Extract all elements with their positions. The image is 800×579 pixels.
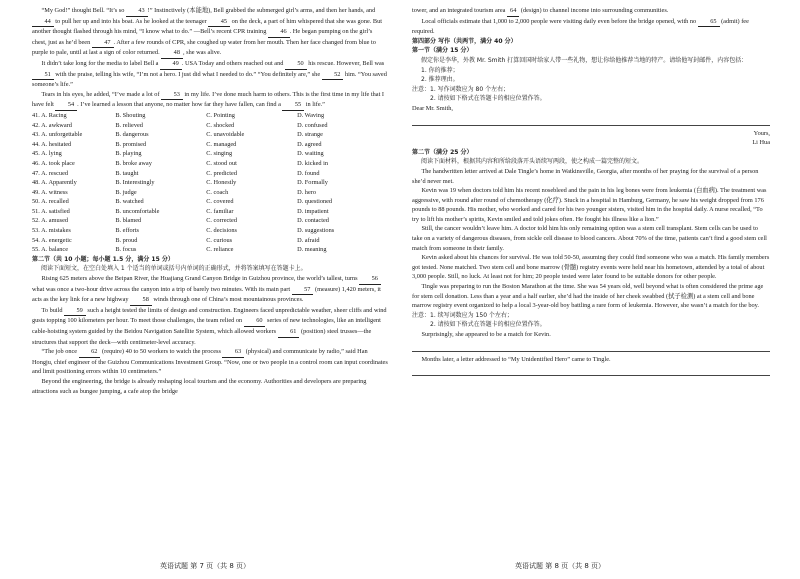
grammar-paragraph-1: Rising 625 meters above the Beipan River, the Huajiang Grand Canyon Bridge in Guizhou province, the world’s tallest, turns 56 what was once a two-hour drive across the canyon into a trip of barely two minutes. With its main part 57 (measure) 1,420 meters, it acts as the key link for a new highway 58 winds through one of China’s most mountainous provinces. [32, 274, 388, 306]
writing-section1-title: 第一节（满分 15 分） [412, 47, 473, 55]
left-column [32, 6, 388, 396]
option-cell: C. predicted [206, 169, 237, 177]
blank-62: 62 [79, 347, 101, 358]
option-cell: 51. A. satisfied [32, 207, 70, 215]
option-row [32, 245, 388, 255]
option-row [32, 111, 388, 121]
blank-64: 64 [507, 6, 519, 17]
option-cell: 50. A. recalled [32, 198, 69, 206]
option-cell: B. broke away [115, 159, 152, 167]
blank-51: 51 [32, 70, 54, 81]
blank-53: 53 [161, 90, 183, 101]
option-cell: C. shocked [206, 121, 235, 129]
answer-line [412, 366, 770, 376]
option-cell: B. proud [115, 236, 138, 244]
blank-63: 63 [222, 347, 244, 358]
blank-54: 54 [55, 100, 77, 111]
option-cell: B. taught [115, 169, 139, 177]
blank-55: 55 [282, 100, 304, 111]
story-paragraph-2: Kevin was 19 when doctors told him his recent nosebleed and the pain in his leg bones were from leukemia (白血病). The treatment was aggressive, with round after round of chemotherapy (化疗). Stuck in a hospital in Hamburg, Germany, he saw his weight dropped from 176 pounds to 88 pounds. His mother, who worked and cared for his two younger sisters, visited him in the hospital daily. A nurse recalled, “To try to lift his mother’s spirits, Kevin smiled and told jokes often. He fought his illness like a lion.” [412, 187, 767, 223]
option-cell: C. unavoidable [206, 131, 245, 139]
option-row [32, 149, 388, 159]
option-cell: B. Interestingly [115, 179, 155, 187]
point-1: 1. 你的推荐； [421, 66, 459, 74]
starter-1: Surprisingly, she appeared to be a match for Kevin. [421, 331, 551, 338]
blank-52: 52 [322, 70, 344, 81]
blank-58: 58 [130, 295, 152, 306]
option-cell: C. Pointing [206, 111, 235, 119]
footer-page-8: 英语试题 第 8 页（共 8 页） [515, 562, 606, 570]
blank-47: 47 [92, 38, 114, 49]
option-row [32, 130, 388, 140]
option-cell: 48. A. Apparently [32, 179, 77, 187]
option-row [32, 178, 388, 188]
story-paragraph-1: The handwritten letter arrived at Dale Tingle’s home in Watkinsville, Georgia, after months of her praying for the survival of a person she’d never met. [412, 167, 759, 185]
blank-44: 44 [32, 17, 54, 28]
officials-paragraph: Local officials estimate that 1,000 to 2,000 people were visiting daily even before the bridge opened, with no 65 (admit) fee required. [412, 17, 749, 36]
option-cell: C. reliance [206, 246, 234, 254]
option-cell: D. contacted [297, 217, 329, 225]
option-cell: 43. A. unforgettable [32, 131, 83, 139]
blank-56: 56 [359, 274, 381, 285]
option-cell: D. agreed [297, 140, 322, 148]
signature: Li Hua [752, 139, 770, 147]
section2-instructions: 阅读下面短文，在空白处填入 1 个适当的单词或括号内单词的正确形式，并将答案填写在答题卡上。 [41, 265, 307, 273]
option-cell: C. curious [206, 236, 233, 244]
blank-57: 57 [292, 285, 314, 296]
option-row [32, 226, 388, 236]
option-cell: D. kicked in [297, 159, 329, 167]
option-cell: B. Shouting [115, 111, 146, 119]
option-row [32, 216, 388, 226]
grammar-paragraph-2: To build 59 such a height tested the limits of design and construction. Engineers faced unpredictable weather, sheer cliffs and wind gusts topping 100 kilometers per hour. To meet those challenges, the team relied on 60 series of new technologies, like an intelligent cable-hoisting system guided by the Beidou Navigation Satellite System, which allowed workers 61 (position) steel trusses—the structures that support the deck—with centimeter-level accuracy. [32, 306, 387, 346]
option-cell: B. judge [115, 188, 137, 196]
footer-page-7: 英语试题 第 7 页（共 8 页） [160, 562, 251, 570]
option-cell: D. Formally [297, 179, 328, 187]
blank-59: 59 [64, 306, 86, 317]
point-2: 2. 推荐理由。 [421, 76, 459, 84]
option-cell: D. suggestions [297, 227, 335, 235]
option-cell: B. blamed [115, 217, 142, 225]
salutation: Dear Mr. Smith, [412, 104, 453, 112]
answer-line [412, 116, 770, 126]
option-cell: 55. A. balance [32, 246, 69, 254]
writing-section2-instructions: 阅读下面材料，根据其内容和所给段落开头语续写两段，使之构成一篇完整的短文。 [421, 158, 644, 166]
passage-paragraph-3: Tears in his eyes, he added, “I’ve made a lot of 53 in my life. I’ve done much harm to others. This is the first time in my life that I have felt 54 . I’ve learned a lesson that anyone, no matter how far they have fallen, can find a 55 in life.” [32, 90, 388, 111]
option-cell: D. hero [297, 188, 316, 196]
option-cell: 41. A. Racing [32, 111, 67, 119]
option-cell: C. stood out [206, 159, 237, 167]
answer-line [412, 342, 770, 352]
writing-section2-title: 第二节（满分 25 分） [412, 148, 473, 156]
option-cell: B. focus [115, 246, 137, 254]
continuation-paragraph: tower, and an integrated tourism area 64 (design) to channel income into surrounding communities. [412, 6, 770, 17]
option-cell: C. singing [206, 150, 233, 158]
blank-65: 65 [698, 17, 720, 28]
blank-61: 61 [278, 327, 300, 338]
option-cell: B. relieved [115, 121, 143, 129]
blank-50: 50 [285, 59, 307, 70]
story-paragraph-3: Still, the cancer wouldn’t leave him. A doctor told him his only remaining option was a stem cell transplant. Stem cells can be used to take on a variety of dangerous diseases, from sickle cell disease to blood cancers. About 70% of the time, patients can’t find a good stem cell match from someone in their family. [412, 225, 767, 252]
option-cell: 42. A. awkward [32, 121, 72, 129]
passage-paragraph-2: It didn’t take long for the media to label Bell a 49 . USA Today and others reached out and 50 his rescue. However, Bell was 51 with the praise, telling his wife, “I’m not a hero. I just did what I needed to do.” “You definitely are,” she 52 him. “You saved someone’s life.” [32, 59, 387, 89]
blank-46: 46 [268, 27, 290, 38]
section2-title: 第二节（共 10 小题；每小题 1.5 分，满分 15 分） [32, 255, 174, 263]
blank-49: 49 [160, 59, 182, 70]
option-cell: D. strange [297, 131, 323, 139]
note2-2: 2. 请按如下格式在答题卡的相应位置作答。 [430, 321, 546, 329]
option-row [32, 188, 388, 198]
option-cell: 46. A. took place [32, 159, 75, 167]
option-row [32, 236, 388, 246]
passage-paragraph-1: “My God!” thought Bell. “It’s so 43 !” Instinctively (本能地), Bell grabbed the submerged girl’s arms, and then her hands, and 44 to pull her up and into his boat. As he looked at the teenager 45 on the deck, a part of him whispered that she was gone. But another thought flashed through his mind, “I know what to do.” —Bell’s recent CPR training 46 . He began pumping on the girl’s chest, just as he’d been 47 . After a few rounds of CPR, she coughed up water from her mouth. Then her face changed from blue to purple to pale, until at last a sign of color returned. 48 , she was alive. [32, 6, 388, 59]
option-cell: 44. A. hesitated [32, 140, 72, 148]
writing-section1-instructions: 假定你是李华，外教 Mr. Smith 打算回国时给家人带一些礼物，想让你给他推荐当地的特产。请给他写封邮件，内容包括： [421, 56, 748, 64]
option-cell: 54. A. energetic [32, 236, 72, 244]
option-cell: C. coach [206, 188, 229, 196]
option-row [32, 207, 388, 217]
option-cell: 49. A. witness [32, 188, 68, 196]
option-cell: B. dangerous [115, 131, 149, 139]
note2-1: 注意：1. 续写词数应为 150 个左右； [412, 311, 513, 319]
option-cell: B. watched [115, 198, 144, 206]
blank-45: 45 [208, 17, 230, 28]
option-cell: B. uncomfortable [115, 207, 160, 215]
option-cell: D. afraid [297, 236, 320, 244]
blank-43: 43 [126, 6, 148, 17]
option-cell: 47. A. rescued [32, 169, 69, 177]
option-cell: D. found [297, 169, 320, 177]
starter-2: Months later, a letter addressed to “My Unidentified Hero” came to Tingle. [421, 355, 611, 363]
option-row [32, 121, 388, 131]
story-paragraph-5: Tingle was preparing to run the Boston Marathon at the time. She was 54 years old, well beyond what is often considered the prime age for stem cell donation. Less than a year and a half earlier, she’d had the inside of her cheek swabbed (拭子检测) at a stem cell and bone marrow registry event organized to help a local 3-year-old boy battling a rare form of leukemia. However, she wasn’t a match for the boy. [412, 283, 764, 310]
blank-48: 48 [161, 48, 183, 59]
option-cell: C. familiar [206, 207, 234, 215]
story-paragraph-4: Kevin asked about his chances for survival. He was told 50-50, assuming they could find someone who was a match. His family members got tested. None matched. Two stem cell and bone marrow (骨髓) registry events were held near his hometown, attended by a total of about 3,000 people. Still, no luck. At least not for him; 20 people tested were later found to be suitable donors for other people. [412, 254, 770, 281]
option-cell: D. questioned [297, 198, 333, 206]
option-cell: B. promised [115, 140, 147, 148]
option-row [32, 159, 388, 169]
option-cell: C. decisions [206, 227, 237, 235]
option-cell: C. managed [206, 140, 237, 148]
closing: Yours, [753, 129, 770, 137]
blank-60: 60 [244, 316, 266, 327]
note-2: 2. 请按如下格式在答题卡的相应位置作答。 [430, 95, 546, 103]
grammar-paragraph-3: “The job once 62 (require) 40 to 50 workers to watch the process 63 (physical) and communicate by radio,” said Han Hongju, chief engineer of the Guizhou Communications Investment Group. “Now, one or two people in a control room can input coordinates and limit positioning errors within 10 centimeters.” [32, 348, 388, 376]
option-cell: D. waiting [297, 150, 324, 158]
note-1: 注意：1. 写作词数应为 80 个左右； [412, 85, 510, 93]
option-cell: B. playing [115, 150, 142, 158]
option-cell: D. meaning [297, 246, 327, 254]
option-cell: 53. A. mistakes [32, 227, 71, 235]
option-cell: 52. A. amused [32, 217, 69, 225]
option-row [32, 197, 388, 207]
option-cell: 45. A. lying [32, 150, 62, 158]
options-table [32, 111, 388, 255]
option-cell: D. Waving [297, 111, 325, 119]
option-cell: D. confused [297, 121, 328, 129]
part4-title: 第四部分 写作（共两节，满分 40 分） [412, 37, 517, 45]
right-column [412, 6, 770, 379]
option-cell: C. corrected [206, 217, 237, 225]
option-cell: D. impatient [297, 207, 329, 215]
option-row [32, 140, 388, 150]
option-cell: C. covered [206, 198, 234, 206]
grammar-paragraph-4: Beyond the engineering, the bridge is already reshaping local tourism and the economy. Authorities and developers are preparing attractions such as bungee jumping, a cafe atop the bridge [32, 377, 367, 395]
option-cell: C. Honestly [206, 179, 237, 187]
option-row [32, 169, 388, 179]
option-cell: B. efforts [115, 227, 139, 235]
